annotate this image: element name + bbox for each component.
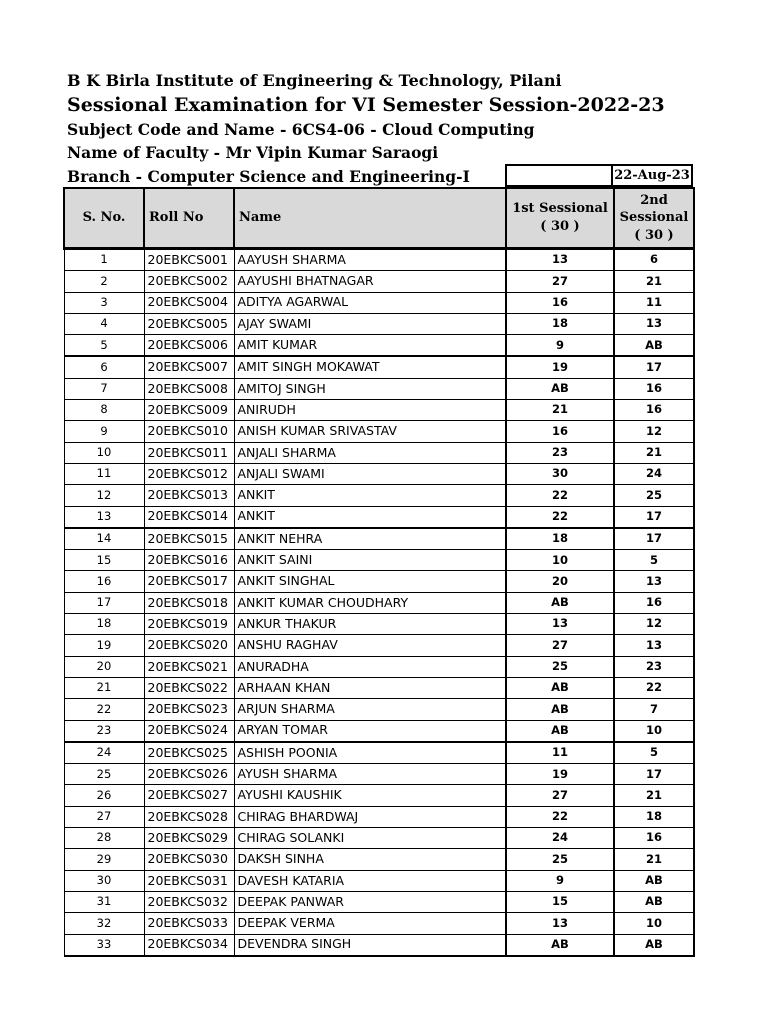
table-row (64, 891, 694, 912)
serial-number-cell: 26 (64, 785, 144, 806)
sessional-2-mark-cell: 5 (614, 550, 694, 571)
table-row (64, 934, 694, 956)
sessional-2-mark-cell: 12 (614, 421, 694, 442)
student-name-cell: DAVESH KATARIA (234, 870, 506, 891)
roll-number-cell: 20EBKCS020 (144, 635, 234, 656)
roll-number-cell: 20EBKCS028 (144, 806, 234, 827)
student-name-cell: AMIT KUMAR (234, 335, 506, 357)
date-blank-cell (505, 164, 613, 187)
col-header-roll: Roll No (144, 188, 234, 249)
roll-number-cell: 20EBKCS026 (144, 764, 234, 785)
roll-number-cell: 20EBKCS010 (144, 421, 234, 442)
sessional-1-mark-cell: 11 (506, 742, 614, 764)
sessional-2-mark-cell: 24 (614, 463, 694, 484)
exam-title: Sessional Examination for VI Semester Session-2022-23 (67, 94, 665, 116)
serial-number-cell: 1 (64, 249, 144, 271)
sessional-2-mark-cell: 5 (614, 742, 694, 764)
table-row (64, 764, 694, 785)
student-name-cell: AMITOJ SINGH (234, 378, 506, 399)
table-row (64, 720, 694, 742)
sessional-2-mark-cell: 23 (614, 656, 694, 677)
table-row (64, 849, 694, 870)
student-name-cell: ANKIT KUMAR CHOUDHARY (234, 592, 506, 613)
roll-number-cell: 20EBKCS024 (144, 720, 234, 742)
student-name-cell: AAYUSH SHARMA (234, 249, 506, 271)
table-row (64, 506, 694, 528)
table-row (64, 828, 694, 849)
roll-number-cell: 20EBKCS030 (144, 849, 234, 870)
student-name-cell: ANJALI SHARMA (234, 442, 506, 463)
sessional-2-mark-cell: 17 (614, 506, 694, 528)
roll-number-cell: 20EBKCS001 (144, 249, 234, 271)
sessional-1-mark-cell: 22 (506, 485, 614, 506)
student-name-cell: ASHISH POONIA (234, 742, 506, 764)
table-row (64, 550, 694, 571)
roll-number-cell: 20EBKCS004 (144, 292, 234, 313)
student-name-cell: AYUSH SHARMA (234, 764, 506, 785)
serial-number-cell: 21 (64, 677, 144, 698)
table-row (64, 656, 694, 677)
sessional-2-mark-cell: 21 (614, 785, 694, 806)
sessional-2-mark-cell: 17 (614, 356, 694, 378)
student-name-cell: CHIRAG BHARDWAJ (234, 806, 506, 827)
table-row (64, 699, 694, 720)
sessional-1-mark-cell: 22 (506, 806, 614, 827)
roll-number-cell: 20EBKCS025 (144, 742, 234, 764)
sessional-2-mark-cell: AB (614, 891, 694, 912)
student-name-cell: ANKIT NEHRA (234, 528, 506, 550)
student-name-cell: AAYUSHI BHATNAGAR (234, 271, 506, 292)
table-row (64, 571, 694, 592)
table-row (64, 442, 694, 463)
sessional-1-mark-cell: AB (506, 378, 614, 399)
roll-number-cell: 20EBKCS031 (144, 870, 234, 891)
sessional-2-mark-cell: 17 (614, 764, 694, 785)
sessional-2-mark-cell: AB (614, 870, 694, 891)
serial-number-cell: 3 (64, 292, 144, 313)
student-name-cell: ANKUR THAKUR (234, 614, 506, 635)
serial-number-cell: 19 (64, 635, 144, 656)
sessional-2-mark-cell: AB (614, 335, 694, 357)
sessional-2-mark-cell: 11 (614, 292, 694, 313)
date-row (505, 164, 693, 187)
col-header-sessional-1-title: 1st Sessional (512, 201, 608, 217)
serial-number-cell: 12 (64, 485, 144, 506)
col-header-sno: S. No. (64, 188, 144, 249)
roll-number-cell: 20EBKCS013 (144, 485, 234, 506)
roll-number-cell: 20EBKCS017 (144, 571, 234, 592)
table-row (64, 271, 694, 292)
sessional-1-mark-cell: AB (506, 677, 614, 698)
roll-number-cell: 20EBKCS018 (144, 592, 234, 613)
student-name-cell: DAKSH SINHA (234, 849, 506, 870)
sessional-1-mark-cell: AB (506, 720, 614, 742)
sessional-1-mark-cell: 19 (506, 356, 614, 378)
serial-number-cell: 29 (64, 849, 144, 870)
table-row (64, 378, 694, 399)
marks-table (63, 187, 695, 957)
serial-number-cell: 20 (64, 656, 144, 677)
sessional-2-mark-cell: 16 (614, 828, 694, 849)
sessional-2-mark-cell: 21 (614, 849, 694, 870)
sessional-1-mark-cell: 30 (506, 463, 614, 484)
serial-number-cell: 32 (64, 913, 144, 934)
roll-number-cell: 20EBKCS008 (144, 378, 234, 399)
col-header-sessional-2 (614, 188, 694, 249)
roll-number-cell: 20EBKCS029 (144, 828, 234, 849)
sessional-1-mark-cell: 27 (506, 271, 614, 292)
sessional-2-mark-cell: 16 (614, 400, 694, 421)
student-name-cell: ANURADHA (234, 656, 506, 677)
roll-number-cell: 20EBKCS007 (144, 356, 234, 378)
sessional-1-mark-cell: 16 (506, 292, 614, 313)
sessional-1-mark-cell: 9 (506, 870, 614, 891)
student-name-cell: DEEPAK PANWAR (234, 891, 506, 912)
exam-date: 22-Aug-23 (613, 164, 693, 187)
table-row (64, 335, 694, 357)
sessional-2-mark-cell: 16 (614, 592, 694, 613)
serial-number-cell: 16 (64, 571, 144, 592)
col-header-sessional-2-line1: 2nd (640, 192, 668, 208)
sessional-1-mark-cell: AB (506, 699, 614, 720)
student-name-cell: AYUSHI KAUSHIK (234, 785, 506, 806)
serial-number-cell: 6 (64, 356, 144, 378)
table-row (64, 313, 694, 334)
student-name-cell: ADITYA AGARWAL (234, 292, 506, 313)
serial-number-cell: 25 (64, 764, 144, 785)
table-header-row (64, 188, 694, 249)
student-name-cell: ANKIT SINGHAL (234, 571, 506, 592)
col-header-sessional-2-max: ( 30 ) (634, 227, 674, 243)
sessional-1-mark-cell: 18 (506, 528, 614, 550)
serial-number-cell: 13 (64, 506, 144, 528)
student-name-cell: DEVENDRA SINGH (234, 934, 506, 956)
sessional-2-mark-cell: 7 (614, 699, 694, 720)
serial-number-cell: 15 (64, 550, 144, 571)
sessional-1-mark-cell: 22 (506, 506, 614, 528)
serial-number-cell: 17 (64, 592, 144, 613)
sessional-2-mark-cell: 21 (614, 271, 694, 292)
roll-number-cell: 20EBKCS023 (144, 699, 234, 720)
sessional-1-mark-cell: 13 (506, 913, 614, 934)
sessional-2-mark-cell: 6 (614, 249, 694, 271)
subject-line: Subject Code and Name - 6CS4-06 - Cloud Computing (67, 120, 535, 139)
student-name-cell: ANISH KUMAR SRIVASTAV (234, 421, 506, 442)
sessional-1-mark-cell: 19 (506, 764, 614, 785)
student-name-cell: ARYAN TOMAR (234, 720, 506, 742)
serial-number-cell: 31 (64, 891, 144, 912)
sessional-1-mark-cell: 24 (506, 828, 614, 849)
sessional-2-mark-cell: AB (614, 934, 694, 956)
serial-number-cell: 5 (64, 335, 144, 357)
sessional-1-mark-cell: AB (506, 934, 614, 956)
student-name-cell: ANKIT (234, 506, 506, 528)
sessional-1-mark-cell: 9 (506, 335, 614, 357)
serial-number-cell: 23 (64, 720, 144, 742)
roll-number-cell: 20EBKCS022 (144, 677, 234, 698)
student-name-cell: DEEPAK VERMA (234, 913, 506, 934)
sessional-1-mark-cell: 27 (506, 785, 614, 806)
serial-number-cell: 22 (64, 699, 144, 720)
sessional-2-mark-cell: 18 (614, 806, 694, 827)
table-row (64, 614, 694, 635)
roll-number-cell: 20EBKCS012 (144, 463, 234, 484)
student-name-cell: CHIRAG SOLANKI (234, 828, 506, 849)
serial-number-cell: 28 (64, 828, 144, 849)
roll-number-cell: 20EBKCS009 (144, 400, 234, 421)
table-row (64, 677, 694, 698)
sessional-2-mark-cell: 10 (614, 913, 694, 934)
serial-number-cell: 18 (64, 614, 144, 635)
institute-name: B K Birla Institute of Engineering & Technology, Pilani (67, 71, 562, 90)
table-row (64, 635, 694, 656)
table-row (64, 400, 694, 421)
student-name-cell: ANIRUDH (234, 400, 506, 421)
roll-number-cell: 20EBKCS034 (144, 934, 234, 956)
roll-number-cell: 20EBKCS033 (144, 913, 234, 934)
student-name-cell: AMIT SINGH MOKAWAT (234, 356, 506, 378)
student-name-cell: ANKIT SAINI (234, 550, 506, 571)
col-header-name: Name (234, 188, 506, 249)
serial-number-cell: 9 (64, 421, 144, 442)
table-row (64, 485, 694, 506)
sessional-1-mark-cell: 13 (506, 249, 614, 271)
sessional-2-mark-cell: 22 (614, 677, 694, 698)
sessional-1-mark-cell: 25 (506, 849, 614, 870)
faculty-line: Name of Faculty - Mr Vipin Kumar Saraogi (67, 143, 439, 162)
sessional-2-mark-cell: 13 (614, 313, 694, 334)
serial-number-cell: 4 (64, 313, 144, 334)
sessional-2-mark-cell: 13 (614, 635, 694, 656)
sessional-2-mark-cell: 25 (614, 485, 694, 506)
roll-number-cell: 20EBKCS011 (144, 442, 234, 463)
serial-number-cell: 8 (64, 400, 144, 421)
sessional-1-mark-cell: 13 (506, 614, 614, 635)
serial-number-cell: 2 (64, 271, 144, 292)
sessional-1-mark-cell: 16 (506, 421, 614, 442)
sessional-1-mark-cell: 20 (506, 571, 614, 592)
serial-number-cell: 33 (64, 934, 144, 956)
student-name-cell: ANJALI SWAMI (234, 463, 506, 484)
serial-number-cell: 24 (64, 742, 144, 764)
roll-number-cell: 20EBKCS032 (144, 891, 234, 912)
sessional-1-mark-cell: AB (506, 592, 614, 613)
roll-number-cell: 20EBKCS021 (144, 656, 234, 677)
sessional-1-mark-cell: 21 (506, 400, 614, 421)
table-row (64, 528, 694, 550)
student-name-cell: ARHAAN KHAN (234, 677, 506, 698)
sessional-1-mark-cell: 18 (506, 313, 614, 334)
roll-number-cell: 20EBKCS014 (144, 506, 234, 528)
table-row (64, 356, 694, 378)
serial-number-cell: 27 (64, 806, 144, 827)
student-name-cell: ARJUN SHARMA (234, 699, 506, 720)
table-row (64, 292, 694, 313)
col-header-sessional-1 (506, 188, 614, 249)
student-name-cell: AJAY SWAMI (234, 313, 506, 334)
table-row (64, 742, 694, 764)
table-row (64, 806, 694, 827)
roll-number-cell: 20EBKCS015 (144, 528, 234, 550)
roll-number-cell: 20EBKCS002 (144, 271, 234, 292)
table-row (64, 463, 694, 484)
sessional-2-mark-cell: 10 (614, 720, 694, 742)
sessional-1-mark-cell: 23 (506, 442, 614, 463)
serial-number-cell: 11 (64, 463, 144, 484)
sessional-1-mark-cell: 15 (506, 891, 614, 912)
col-header-sessional-1-max: ( 30 ) (540, 219, 580, 234)
roll-number-cell: 20EBKCS006 (144, 335, 234, 357)
sessional-2-mark-cell: 13 (614, 571, 694, 592)
sessional-2-mark-cell: 12 (614, 614, 694, 635)
roll-number-cell: 20EBKCS027 (144, 785, 234, 806)
table-row (64, 592, 694, 613)
sessional-1-mark-cell: 10 (506, 550, 614, 571)
table-row (64, 421, 694, 442)
sessional-2-mark-cell: 16 (614, 378, 694, 399)
student-name-cell: ANKIT (234, 485, 506, 506)
serial-number-cell: 30 (64, 870, 144, 891)
col-header-sessional-2-line2: Sessional (619, 210, 689, 226)
table-row (64, 913, 694, 934)
table-row (64, 785, 694, 806)
roll-number-cell: 20EBKCS019 (144, 614, 234, 635)
sessional-2-mark-cell: 21 (614, 442, 694, 463)
table-row (64, 870, 694, 891)
student-name-cell: ANSHU RAGHAV (234, 635, 506, 656)
roll-number-cell: 20EBKCS016 (144, 550, 234, 571)
serial-number-cell: 14 (64, 528, 144, 550)
sessional-1-mark-cell: 27 (506, 635, 614, 656)
table-row (64, 249, 694, 271)
sessional-2-mark-cell: 17 (614, 528, 694, 550)
serial-number-cell: 10 (64, 442, 144, 463)
branch-line: Branch - Computer Science and Engineering-I (67, 167, 470, 186)
serial-number-cell: 7 (64, 378, 144, 399)
roll-number-cell: 20EBKCS005 (144, 313, 234, 334)
sessional-1-mark-cell: 25 (506, 656, 614, 677)
